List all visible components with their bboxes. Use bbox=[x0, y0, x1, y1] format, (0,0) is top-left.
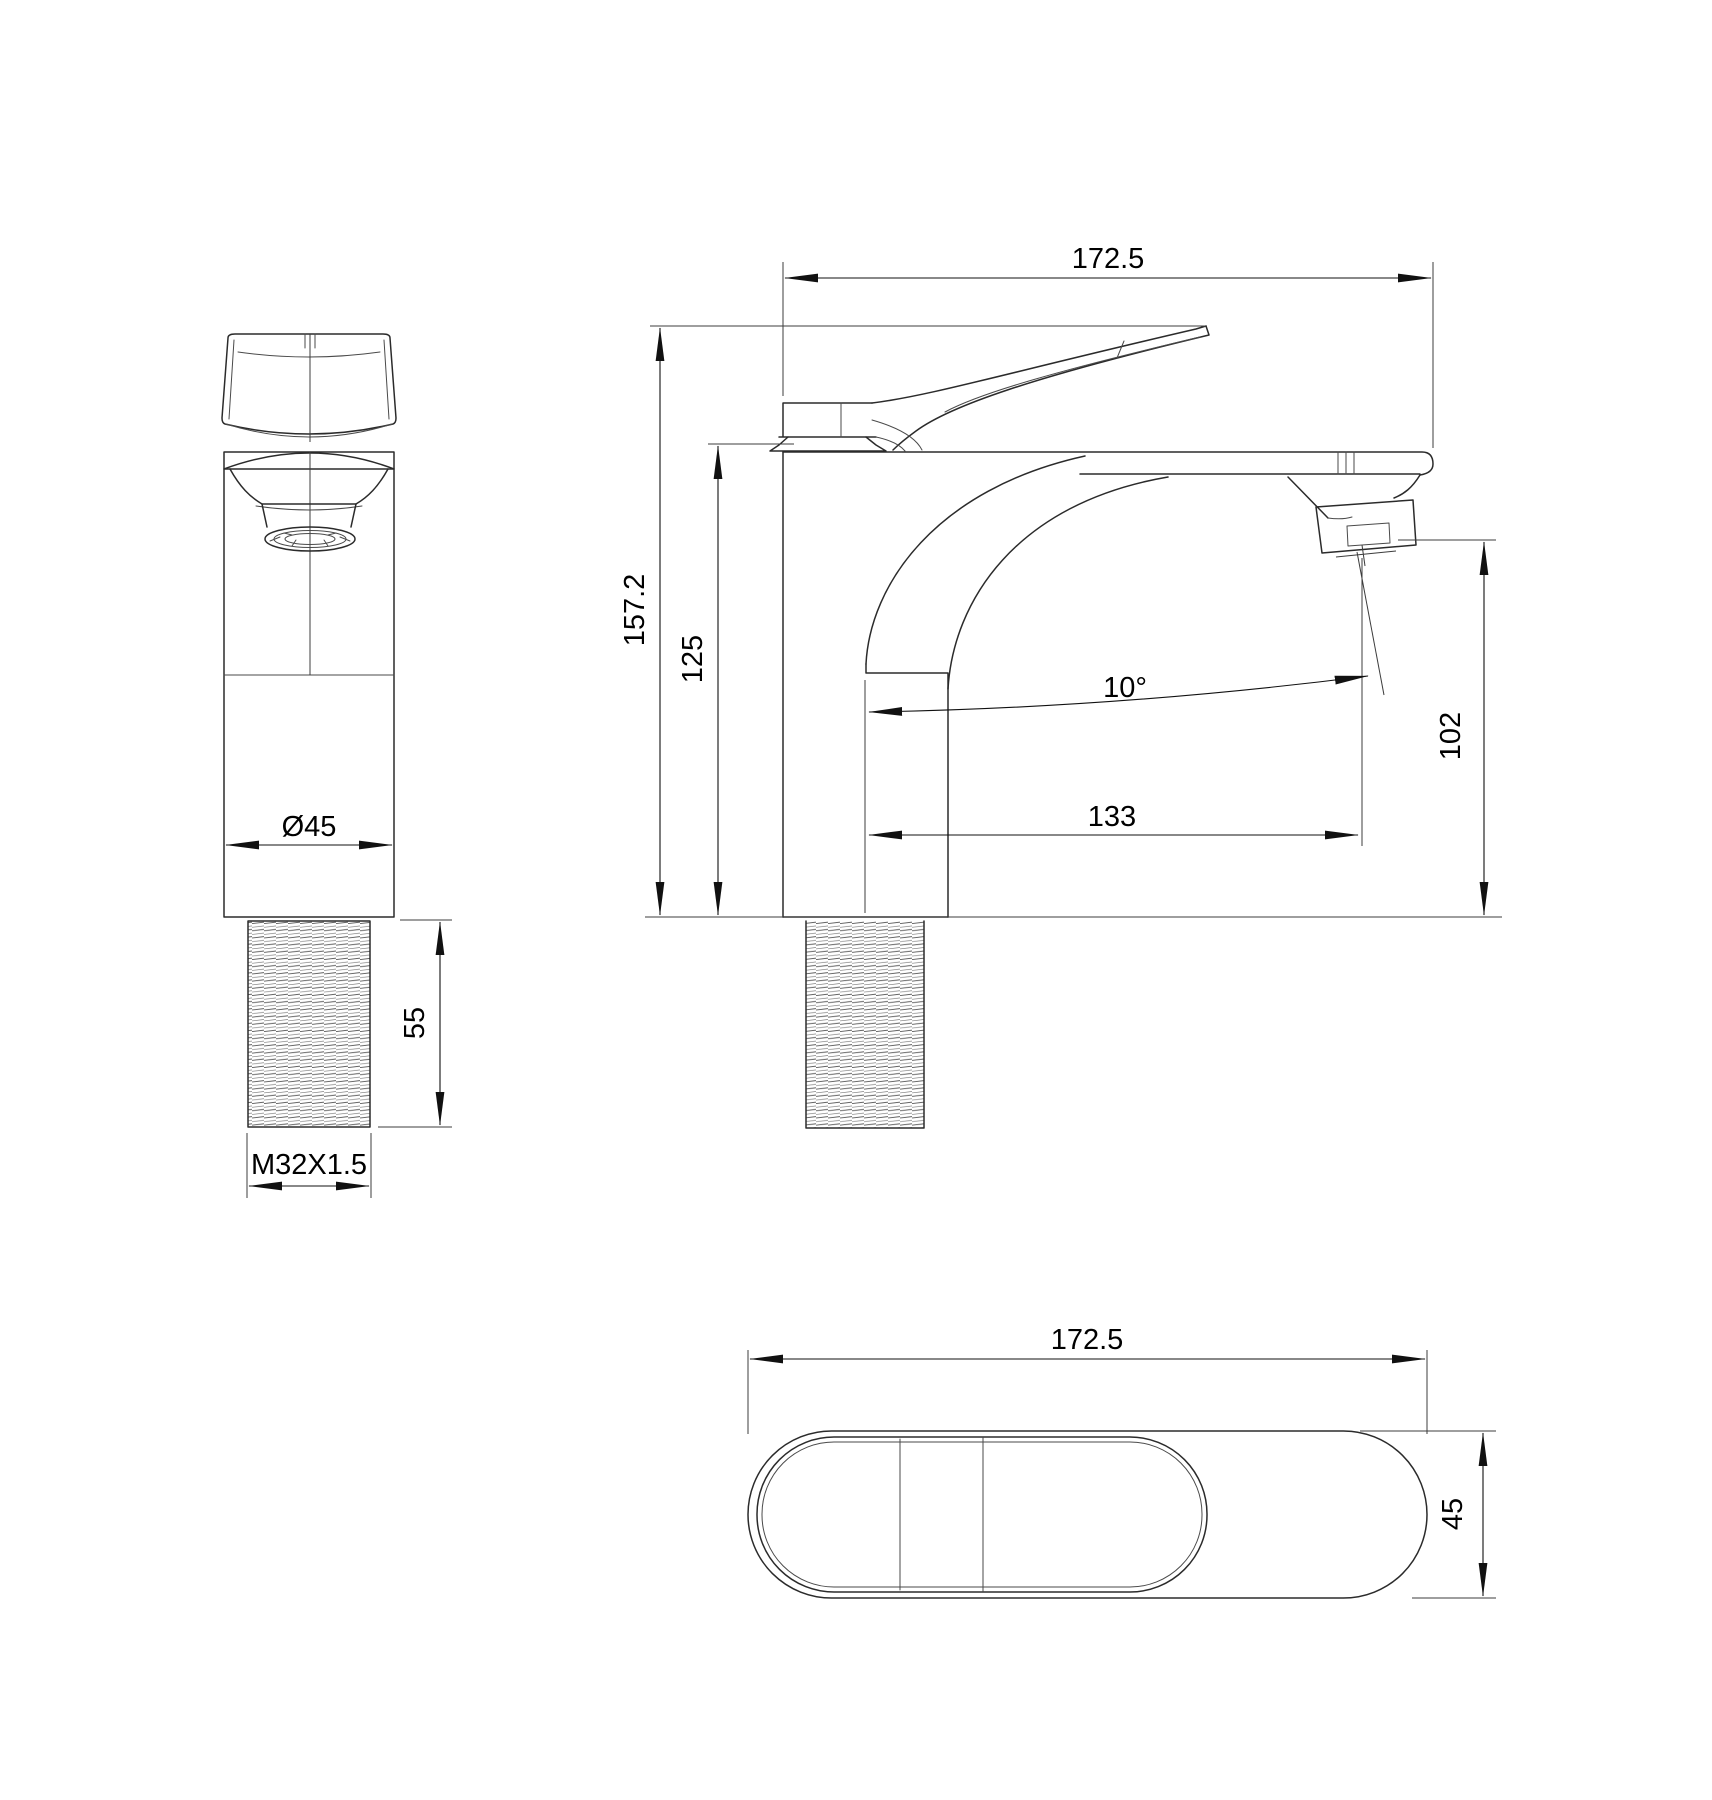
dim-body-height-label: 125 bbox=[677, 634, 709, 684]
head-step-lines bbox=[1338, 452, 1354, 474]
top-handle-oval-inner bbox=[762, 1442, 1202, 1587]
head-diagonal bbox=[1288, 477, 1328, 518]
dim-thread-label: M32X1.5 bbox=[250, 1149, 368, 1181]
body-front-edge bbox=[866, 664, 948, 917]
front-view bbox=[222, 334, 452, 1198]
dim-front-diameter-label: Ø45 bbox=[281, 811, 337, 843]
dim-length-label: 172.5 bbox=[1071, 243, 1145, 275]
dim-height-label: 157.2 bbox=[619, 573, 651, 647]
front-shank-threads bbox=[248, 921, 370, 1127]
spout-front-arc-outer bbox=[866, 456, 1085, 664]
hub-outline bbox=[779, 403, 876, 437]
dim-top-width-ext bbox=[1360, 1431, 1496, 1598]
head-underside bbox=[1328, 517, 1352, 519]
dim-angle-ext-line bbox=[1357, 552, 1384, 695]
dim-length-ext-lines bbox=[783, 262, 1433, 448]
spout-front-arc-inner bbox=[948, 477, 1168, 689]
outlet-aerator bbox=[1347, 523, 1390, 546]
body-outline bbox=[224, 452, 394, 917]
dim-outlet-height-label: 102 bbox=[1435, 711, 1467, 761]
dim-shank-length-label: 55 bbox=[399, 1006, 431, 1040]
dim-reach-ext-lines bbox=[865, 558, 1362, 913]
top-handle-oval bbox=[757, 1437, 1207, 1592]
aerator-flare bbox=[230, 469, 388, 504]
body-dome-arc bbox=[224, 453, 394, 469]
side-view bbox=[619, 243, 1502, 1128]
dim-reach-label: 133 bbox=[1087, 801, 1137, 833]
aerator-housing bbox=[262, 504, 356, 527]
top-handle-break-lines bbox=[900, 1438, 983, 1591]
dim-top-length-label: 172.5 bbox=[1050, 1324, 1124, 1356]
dim-angle-label: 10° bbox=[1103, 672, 1147, 704]
top-view bbox=[748, 1324, 1496, 1598]
handle-outline bbox=[222, 334, 396, 434]
dim-top-length-ext bbox=[748, 1350, 1427, 1434]
handle-skirt-arc bbox=[226, 424, 392, 437]
lever-ridge bbox=[945, 337, 1200, 412]
handle-inner-arc bbox=[238, 352, 380, 357]
lever-outline bbox=[872, 326, 1209, 450]
aerator-lip bbox=[256, 506, 362, 510]
spout-top bbox=[783, 452, 1433, 475]
side-shank-threads bbox=[806, 921, 924, 1128]
handle-side-facets bbox=[229, 340, 389, 419]
dim-top-width-label: 45 bbox=[1437, 1497, 1469, 1531]
top-body-outline bbox=[748, 1431, 1427, 1598]
head-chamfer bbox=[1394, 475, 1420, 498]
